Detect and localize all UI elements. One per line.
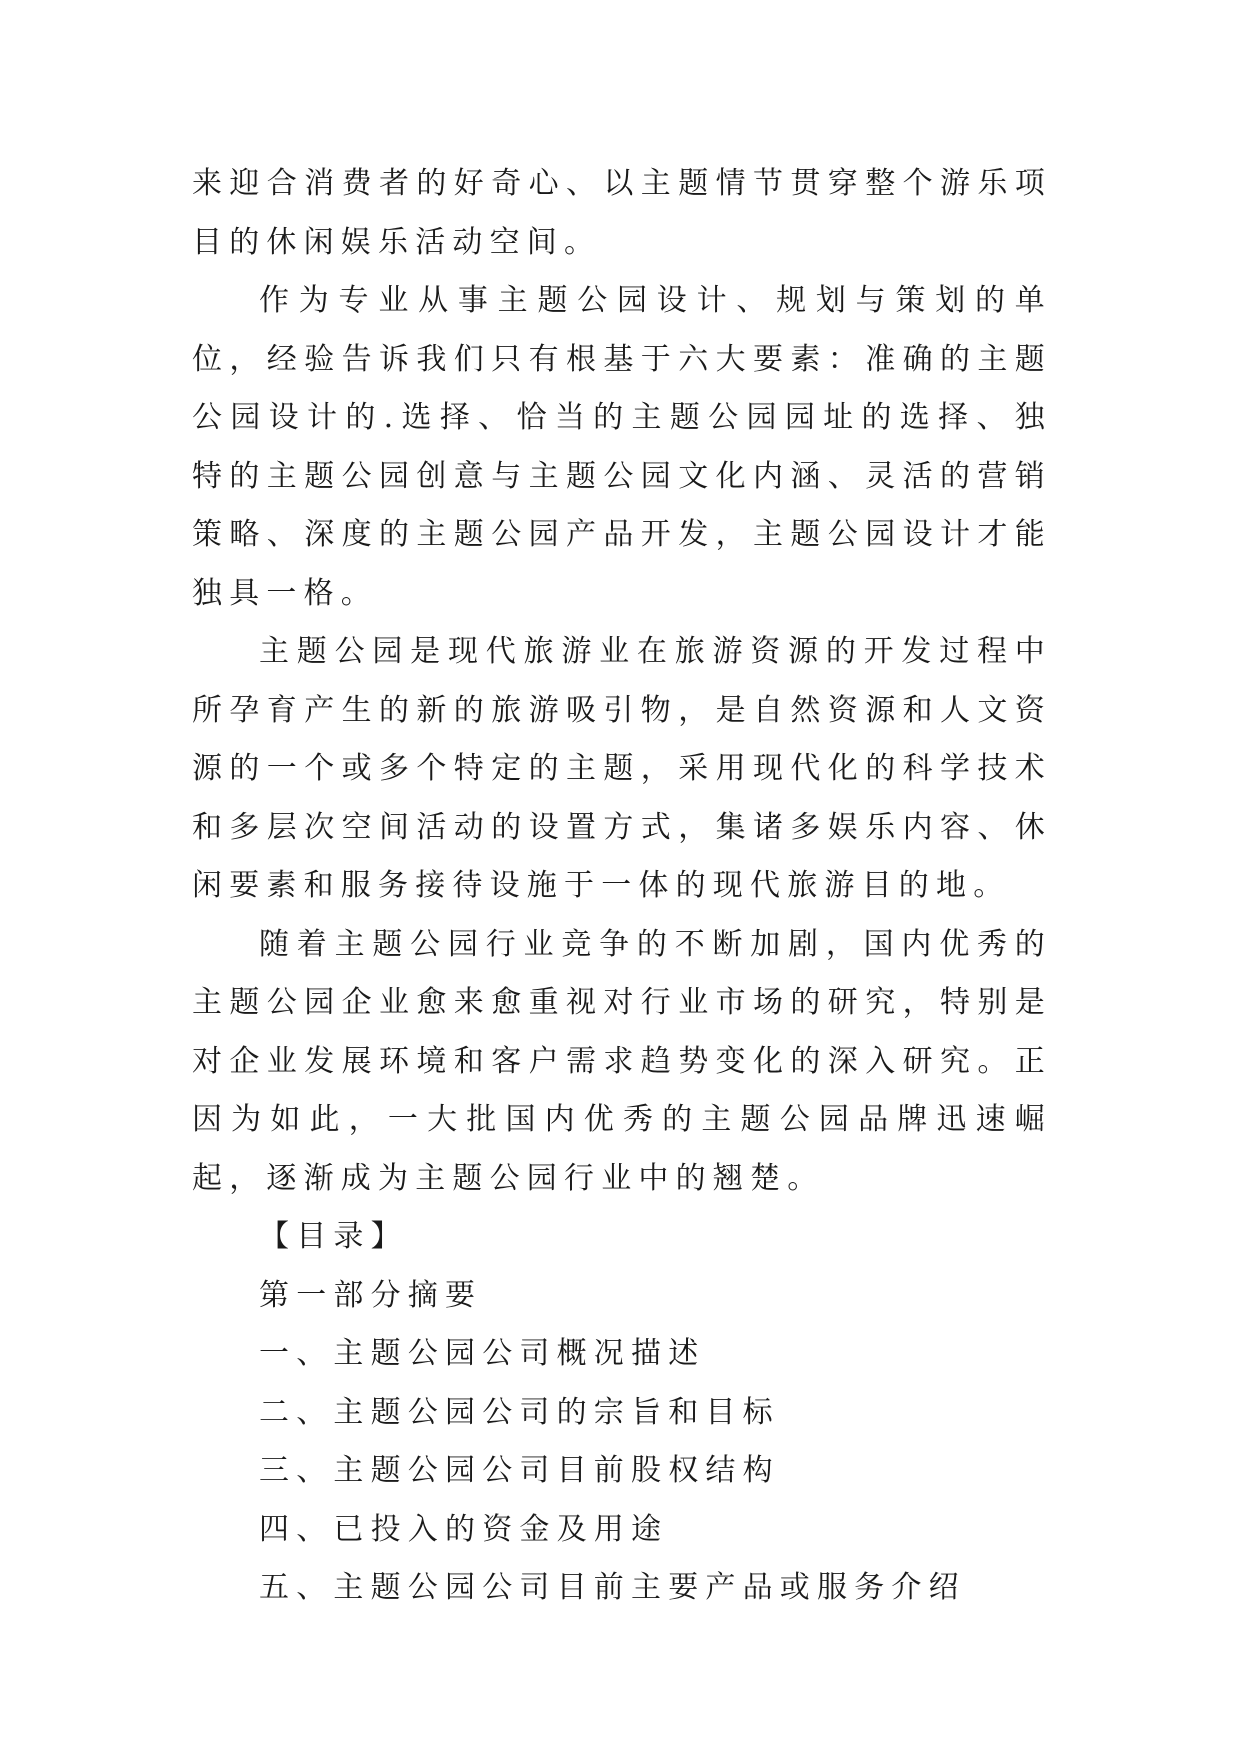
paragraph-2: 作为专业从事主题公园设计、规划与策划的单位，经验告诉我们只有根基于六大要素：准确的主题公园设计的.选择、恰当的主题公园园址的选择、独特的主题公园创意与主题公园文化内涵、灵活的营销策略、深度的主题公园产品开发，主题公园设计才能独具一格。 — [192, 283, 1052, 611]
toc-item: 四、已投入的资金及用途 — [259, 1511, 669, 1547]
table-of-contents — [192, 1208, 1052, 1618]
paragraph-3: 主题公园是现代旅游业在旅游资源的开发过程中所孕育产生的新的旅游吸引物，是自然资源和人文资源的一个或多个特定的主题，采用现代化的科学技术和多层次空间活动的设置方式，集诸多娱乐内容、休闲要素和服务接待设施于一体的现代旅游目的地。 — [192, 634, 1052, 903]
paragraph-4: 随着主题公园行业竞争的不断加剧，国内优秀的主题公园企业愈来愈重视对行业市场的研究，特别是对企业发展环境和客户需求趋势变化的深入研究。正因为如此，一大批国内优秀的主题公园品牌迅速崛起，逐渐成为主题公园行业中的翘楚。 — [192, 926, 1052, 1196]
paragraph-1: 来迎合消费者的好奇心、以主题情节贯穿整个游乐项目的休闲娱乐活动空间。 — [192, 166, 1052, 260]
toc-item: 三、主题公园公司目前股权结构 — [259, 1453, 780, 1488]
toc-item: 五、主题公园公司目前主要产品或服务介绍 — [259, 1570, 966, 1605]
toc-item: 一、主题公园公司概况描述 — [259, 1336, 706, 1371]
toc-item: 二、主题公园公司的宗旨和目标 — [259, 1394, 780, 1430]
toc-part-title: 第一部分摘要 — [259, 1277, 483, 1313]
document-body — [192, 155, 1052, 1618]
toc-heading: 【目录】 — [259, 1219, 408, 1254]
